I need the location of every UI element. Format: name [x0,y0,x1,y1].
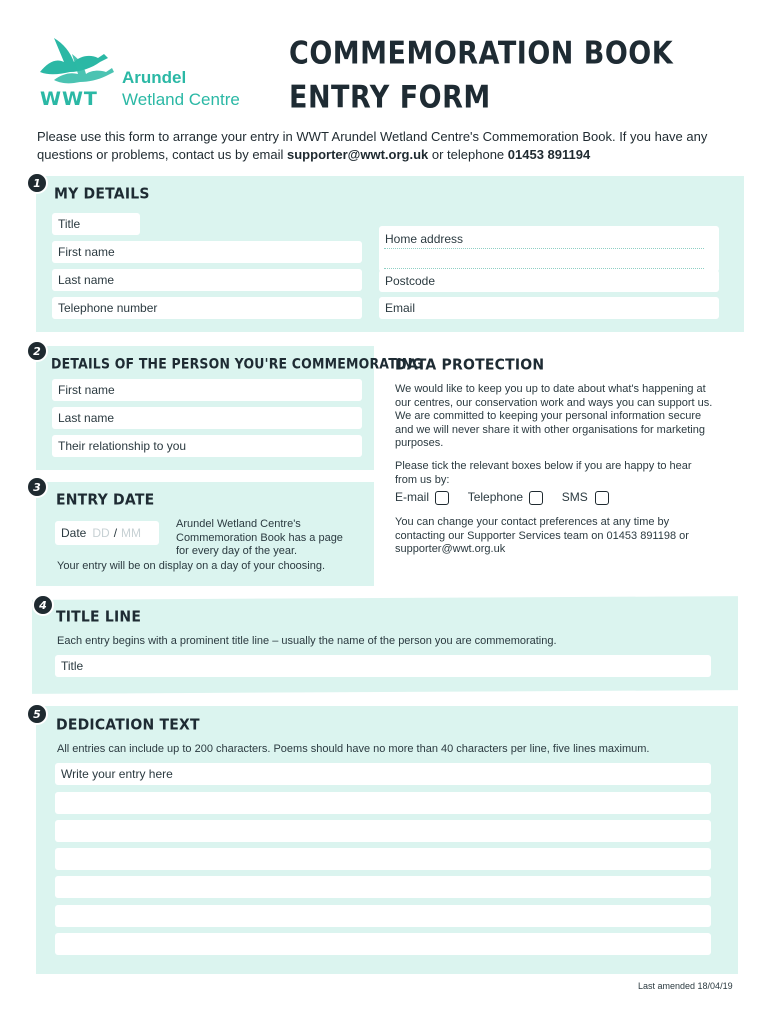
section-number-5: 5 [26,703,48,725]
page-title-line2: ENTRY FORM [289,80,491,116]
section-title-dedication: DEDICATION TEXT [56,716,200,734]
title-line-description: Each entry begins with a prominent title line – usually the name of the person you are commemorating. [57,635,557,647]
commemorated-first-name-field[interactable]: First name [52,379,362,401]
postcode-field[interactable]: Postcode [379,270,719,292]
dedication-line-6[interactable] [55,905,711,927]
dedication-line-4[interactable] [55,848,711,870]
intro-phone: 01453 891194 [507,147,591,162]
email-checkbox[interactable] [435,491,449,505]
wwt-logo [34,32,274,112]
section-title-title-line: TITLE LINE [56,608,142,626]
intro-email[interactable]: supporter@wwt.org.uk [287,147,429,162]
telephone-checkbox[interactable] [529,491,543,505]
address-dotline-2 [384,268,704,269]
dedication-description: All entries can include up to 200 characters. Poems should have no more than 40 characters per line, five lines maximum. [57,743,650,755]
page-title-line1: COMMEMORATION BOOK [289,36,674,72]
date-field[interactable]: Date DD / MM [55,521,159,545]
email-field[interactable]: Email [379,297,719,319]
section-title-my-details: MY DETAILS [54,185,150,203]
home-address-field[interactable]: Home address [379,226,719,272]
section-number-3: 3 [26,476,48,498]
last-amended: Last amended 18/04/19 [638,981,733,991]
first-name-field[interactable]: First name [52,241,362,263]
section-title-commemorating: DETAILS OF THE PERSON YOU'RE COMMEMORATING [51,355,423,372]
dedication-line-5[interactable] [55,876,711,898]
address-dotline-1 [384,248,704,249]
entry-date-display-note: Your entry will be on display on a day of your choosing. [57,560,326,572]
title-line-field[interactable]: Title [55,655,711,677]
sms-checkbox[interactable] [595,491,609,505]
commemorated-last-name-field[interactable]: Last name [52,407,362,429]
date-dd[interactable]: DD [92,526,110,540]
section-number-2: 2 [26,340,48,362]
contact-options: E-mail Telephone SMS [395,491,725,505]
relationship-field[interactable]: Their relationship to you [52,435,362,457]
data-protection-para2: Please tick the relevant boxes below if you are happy to hear from us by: [395,460,692,486]
dedication-line-2[interactable] [55,792,711,814]
telephone-field[interactable]: Telephone number [52,297,362,319]
brand-line2: Wetland Centre [122,90,240,109]
title-field[interactable]: Title [52,213,140,235]
data-protection-para1: We would like to keep you up to date about what's happening at our centres, our conservation work and ways you can support us. We are committed to keeping your personal information secure and we will never share it with other organisations for marketing purposes. [395,383,713,449]
brand-wwt: WWT [40,88,98,110]
section-title-entry-date: ENTRY DATE [56,491,155,509]
brand-line1: Arundel [122,68,187,87]
dedication-line-1[interactable]: Write your entry here [55,763,711,785]
intro-text: Please use this form to arrange your entry in WWT Arundel Wetland Centre's Commemoration Book. If you have any questions or problems, contact us by email supporter@wwt.org.uk or telephone 01453 891194 [37,129,708,162]
section-number-1: 1 [26,172,48,194]
last-name-field[interactable]: Last name [52,269,362,291]
dedication-line-7[interactable] [55,933,711,955]
dedication-line-3[interactable] [55,820,711,842]
birds-icon [34,32,114,92]
data-protection-para3: You can change your contact preferences at any time by contacting our Supporter Services team on 01453 891198 or supporter@wwt.org.uk [395,516,689,555]
entry-date-note: Arundel Wetland Centre's Commemoration Book has a page for every day of the year. [176,518,343,557]
data-protection-title: DATA PROTECTION [395,356,545,374]
section-number-4: 4 [32,594,54,616]
date-mm[interactable]: MM [121,526,142,540]
